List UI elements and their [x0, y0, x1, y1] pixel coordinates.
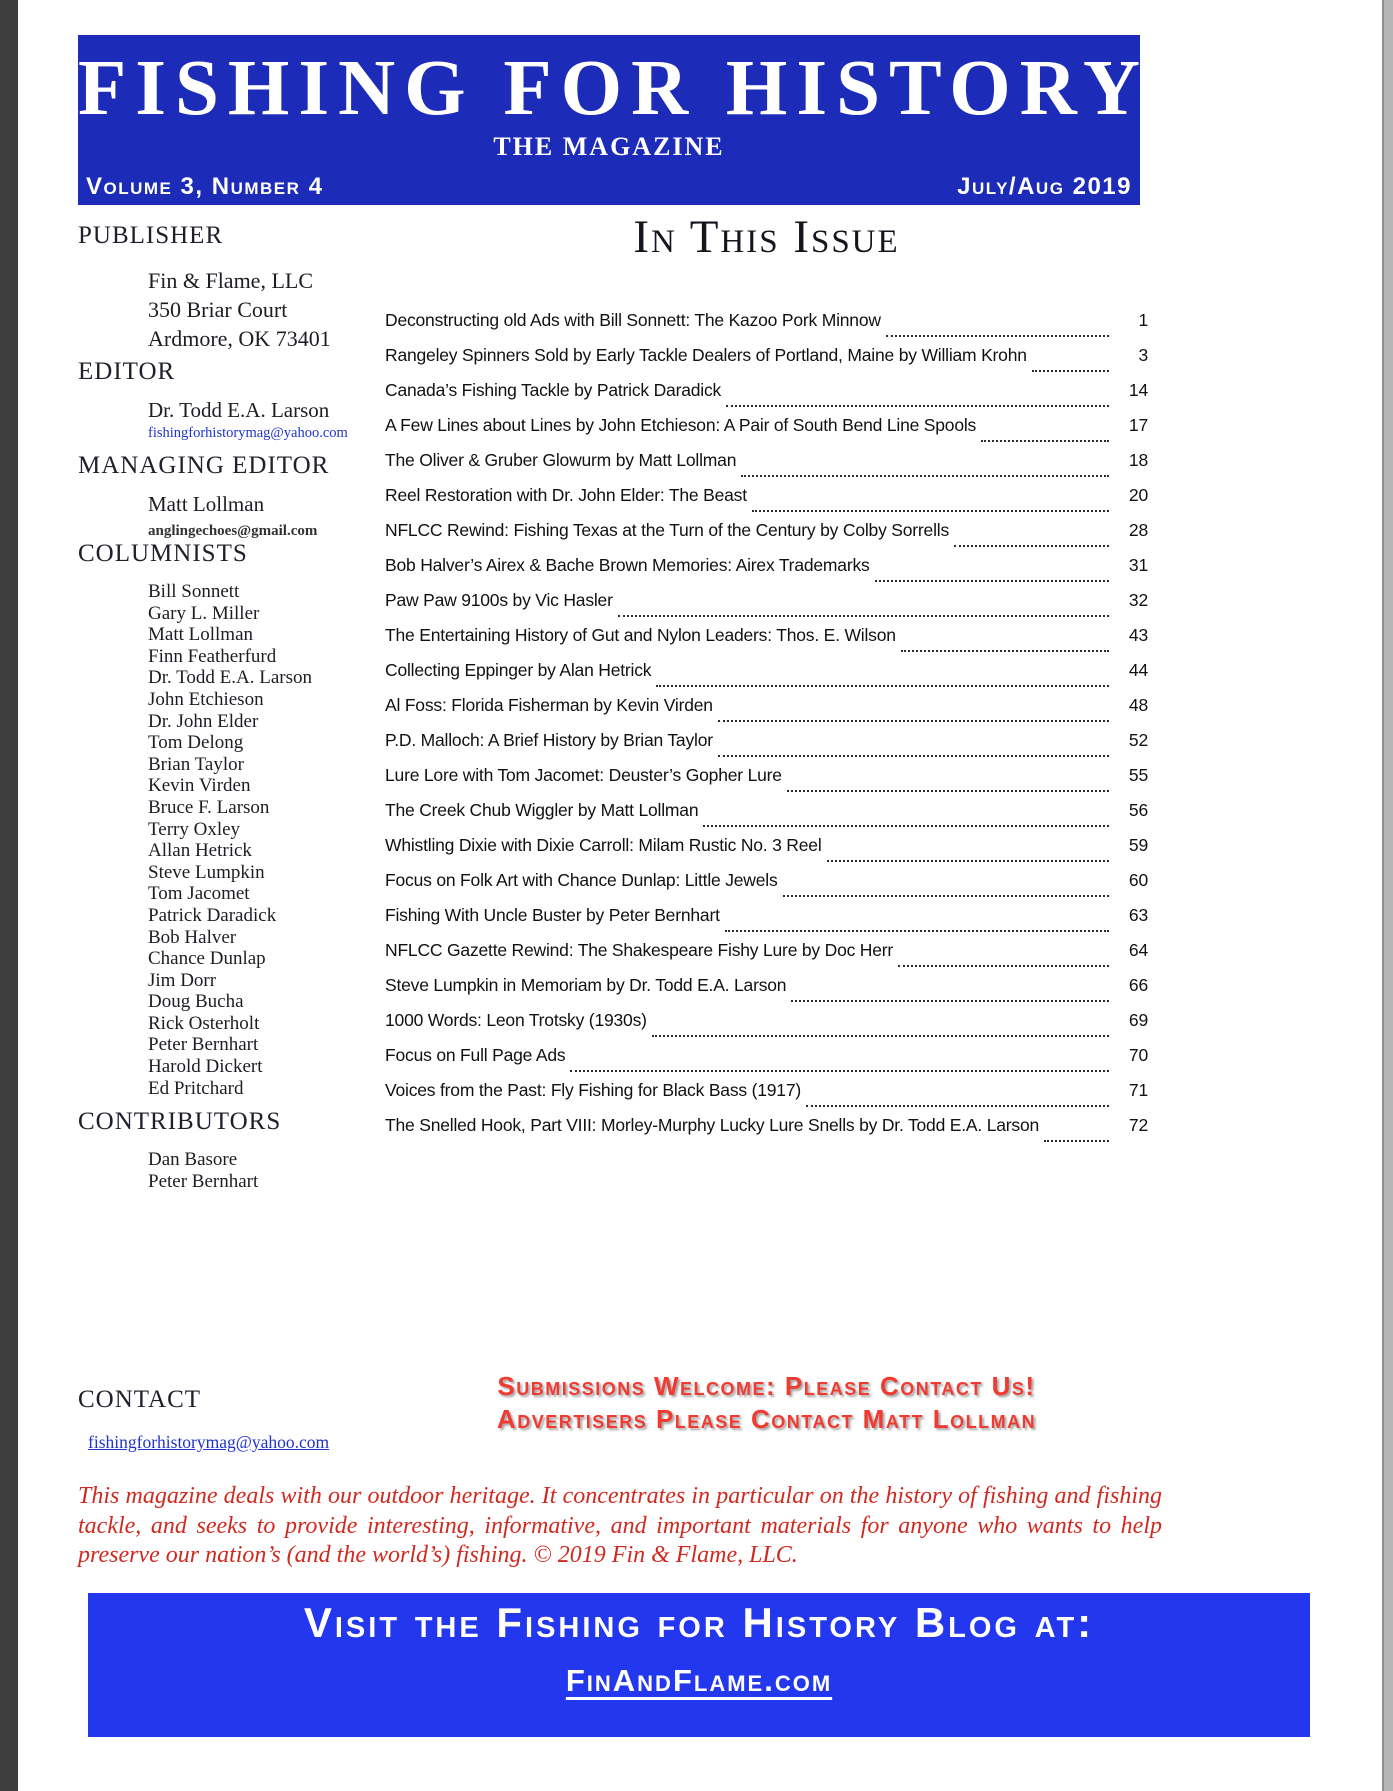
editor-email-link[interactable]: fishingforhistorymag@yahoo.com	[148, 425, 348, 441]
toc-entry-title: Focus on Folk Art with Chance Dunlap: Little Jewels	[385, 870, 778, 890]
toc-entry-title: Deconstructing old Ads with Bill Sonnett: The Kazoo Pork Minnow	[385, 310, 881, 330]
toc-entry	[385, 1010, 1148, 1045]
toc-entry	[385, 730, 1148, 765]
columnist-name: Bob Halver	[148, 926, 237, 948]
toc-entry-page: 59	[1128, 835, 1148, 855]
toc-entry-page: 44	[1128, 660, 1148, 680]
toc-entry	[385, 310, 1148, 345]
volume-label: Volume 3, Number 4	[86, 173, 324, 200]
toc-entry-page: 71	[1128, 1080, 1148, 1100]
toc-entry	[385, 415, 1148, 450]
toc-entry	[385, 345, 1148, 380]
contact-section	[78, 1386, 383, 1453]
toc-entry	[385, 695, 1148, 730]
toc-entry-title: Al Foss: Florida Fisherman by Kevin Virden	[385, 695, 713, 715]
columnist-name: Bruce F. Larson	[148, 796, 270, 818]
toc-entry-title: Rangeley Spinners Sold by Early Tackle Dealers of Portland, Maine by William Krohn	[385, 345, 1027, 365]
contact-heading: CONTACT	[78, 1386, 202, 1413]
columnist-name: Steve Lumpkin	[148, 861, 265, 883]
toc-entry	[385, 835, 1148, 870]
toc-entry-title: Paw Paw 9100s by Vic Hasler	[385, 590, 613, 610]
columnist-name: Finn Featherfurd	[148, 645, 277, 667]
contributors-section	[78, 1108, 383, 1192]
toc-list	[385, 310, 1148, 1150]
columnist-name: Rick Osterholt	[148, 1012, 260, 1034]
toc-entry-title: Canada’s Fishing Tackle by Patrick Daradick	[385, 380, 722, 400]
publisher-section	[78, 222, 383, 353]
toc-entry-page: 55	[1128, 765, 1148, 785]
viewer-edge-left	[0, 0, 18, 1791]
publisher-address	[148, 266, 383, 353]
volume-date-row	[86, 173, 1132, 201]
submissions-line1: Submissions Welcome: Please Contact Us!	[497, 1371, 1036, 1401]
managing-editor-email: anglingechoes@gmail.com	[148, 523, 318, 539]
managing-editor-section	[78, 452, 383, 540]
magazine-title: FISHING FOR HISTORY	[78, 45, 1150, 132]
contributors-list	[148, 1149, 383, 1192]
columnist-name: Peter Bernhart	[148, 1034, 259, 1056]
dot-leader	[898, 965, 1109, 967]
viewer-edge-right	[1382, 0, 1393, 1791]
columnists-heading: COLUMNISTS	[78, 540, 248, 567]
dot-leader	[954, 545, 1109, 547]
dot-leader	[718, 755, 1109, 757]
toc-entry-page: 52	[1128, 730, 1148, 750]
toc-entry-page: 72	[1128, 1115, 1148, 1135]
columnist-name: Doug Bucha	[148, 991, 244, 1013]
toc-entry-title: The Snelled Hook, Part VIII: Morley-Murphy Lucky Lure Snells by Dr. Todd E.A. Larson	[385, 1115, 1040, 1135]
dot-leader	[875, 580, 1109, 582]
toc-entry-title: Fishing With Uncle Buster by Peter Bernhart	[385, 905, 720, 925]
magazine-subtitle: THE MAGAZINE	[493, 132, 725, 161]
columnist-name: Matt Lollman	[148, 624, 254, 646]
dot-leader	[901, 650, 1109, 652]
toc-entry-title: The Oliver & Gruber Glowurm by Matt Lollman	[385, 450, 737, 470]
toc-entry	[385, 625, 1148, 660]
columnist-name: Gary L. Miller	[148, 602, 260, 624]
toc-entry	[385, 765, 1148, 800]
columnists-list	[148, 581, 383, 1099]
columnist-name: Bill Sonnett	[148, 581, 240, 602]
editor-section	[78, 358, 383, 442]
managing-editor-heading: MANAGING EDITOR	[78, 452, 330, 479]
toc-entry-title: Reel Restoration with Dr. John Elder: The Beast	[385, 485, 747, 505]
toc-entry	[385, 800, 1148, 835]
toc-entry-page: 32	[1128, 590, 1148, 610]
contact-email-link[interactable]: fishingforhistorymag@yahoo.com	[88, 1432, 330, 1452]
publisher-line: Fin & Flame, LLC	[148, 268, 313, 293]
dot-leader	[1032, 370, 1109, 372]
dot-leader	[652, 1035, 1109, 1037]
columnist-name: Dr. John Elder	[148, 710, 259, 732]
toc-entry-title: Focus on Full Page Ads	[385, 1045, 566, 1065]
toc-entry-title: P.D. Malloch: A Brief History by Brian Taylor	[385, 730, 713, 750]
toc-entry-page: 56	[1128, 800, 1148, 820]
columnist-name: Harold Dickert	[148, 1056, 263, 1078]
dot-leader	[656, 685, 1109, 687]
toc-entry	[385, 590, 1148, 625]
blog-visit-text: Visit the Fishing for History Blog at:	[303, 1599, 1095, 1646]
toc-entry	[385, 870, 1148, 905]
dot-leader	[806, 1105, 1109, 1107]
columnist-name: Terry Oxley	[148, 818, 241, 840]
toc-entry-title: The Creek Chub Wiggler by Matt Lollman	[385, 800, 699, 820]
columnist-name: Tom Jacomet	[148, 883, 250, 905]
toc-heading: In This Issue	[633, 211, 900, 263]
publisher-line: Ardmore, OK 73401	[148, 326, 331, 351]
columnist-name: Jim Dorr	[148, 969, 217, 991]
toc-entry-title: Lure Lore with Tom Jacomet: Deuster’s Gopher Lure	[385, 765, 782, 785]
dot-leader	[570, 1070, 1109, 1072]
dot-leader	[718, 720, 1109, 722]
dot-leader	[1044, 1140, 1109, 1142]
columnist-name: Dr. Todd E.A. Larson	[148, 667, 313, 689]
toc-entry-page: 70	[1128, 1045, 1148, 1065]
masthead-banner	[78, 35, 1150, 205]
footer-banner	[88, 1593, 1310, 1737]
contributor-name: Dan Basore	[148, 1149, 238, 1170]
toc-entry-page: 28	[1128, 520, 1148, 540]
dot-leader	[981, 440, 1109, 442]
editor-heading: EDITOR	[78, 358, 176, 385]
dot-leader	[703, 825, 1109, 827]
toc-entry-title: Bob Halver’s Airex & Bache Brown Memories: Airex Trademarks	[385, 555, 870, 575]
columnist-name: Chance Dunlap	[148, 948, 266, 970]
columnist-name: John Etchieson	[148, 688, 264, 710]
toc-entry	[385, 520, 1148, 555]
dot-leader	[618, 615, 1109, 617]
dot-leader	[787, 790, 1109, 792]
toc-entry-page: 17	[1128, 415, 1148, 435]
toc-entry-page: 69	[1128, 1010, 1148, 1030]
toc-entry	[385, 485, 1148, 520]
publisher-heading: PUBLISHER	[78, 222, 224, 249]
contributor-name: Peter Bernhart	[148, 1170, 259, 1192]
toc-entry-title: NFLCC Rewind: Fishing Texas at the Turn of the Century by Colby Sorrells	[385, 520, 949, 540]
toc-entry-page: 20	[1128, 485, 1148, 505]
toc-entry-title: Collecting Eppinger by Alan Hetrick	[385, 660, 652, 680]
submissions-notice	[385, 1370, 1148, 1436]
dot-leader	[791, 1000, 1109, 1002]
columnist-name: Patrick Daradick	[148, 904, 277, 926]
toc-entry-page: 43	[1128, 625, 1148, 645]
toc-entry-page: 3	[1138, 345, 1148, 365]
dot-leader	[726, 405, 1109, 407]
toc-entry-page: 18	[1128, 450, 1148, 470]
managing-editor-name: Matt Lollman	[148, 492, 265, 516]
columnist-name: Kevin Virden	[148, 775, 251, 797]
toc-entry	[385, 905, 1148, 940]
toc-entry-page: 14	[1128, 380, 1148, 400]
dot-leader	[725, 930, 1109, 932]
toc-entry	[385, 940, 1148, 975]
columnist-name: Tom Delong	[148, 732, 244, 754]
toc-entry	[385, 975, 1148, 1010]
toc-entry	[385, 450, 1148, 485]
toc-entry-page: 66	[1128, 975, 1148, 995]
dot-leader	[741, 475, 1109, 477]
toc-entry	[385, 380, 1148, 415]
toc-entry	[385, 1080, 1148, 1115]
contributors-heading: CONTRIBUTORS	[78, 1108, 282, 1135]
columnist-name: Ed Pritchard	[148, 1077, 244, 1099]
toc-entry-title: Whistling Dixie with Dixie Carroll: Milam Rustic No. 3 Reel	[385, 835, 822, 855]
toc-section	[385, 210, 1148, 1150]
dot-leader	[827, 860, 1109, 862]
toc-entry	[385, 1045, 1148, 1080]
toc-entry-page: 64	[1128, 940, 1148, 960]
dot-leader	[783, 895, 1110, 897]
toc-entry-title: A Few Lines about Lines by John Etchieson: A Pair of South Bend Line Spools	[385, 415, 977, 435]
toc-entry-title: The Entertaining History of Gut and Nylon Leaders: Thos. E. Wilson	[385, 625, 896, 645]
submissions-line2: Advertisers Please Contact Matt Lollman	[496, 1404, 1037, 1434]
toc-entry-page: 63	[1128, 905, 1148, 925]
toc-entry	[385, 1115, 1148, 1150]
toc-entry-page: 1	[1138, 310, 1148, 330]
magazine-description: This magazine deals with our outdoor heritage. It concentrates in particular on the history of fishing and fishing tackle, and seeks to provide interesting, informative, and important materials for anyone who wants to help preserve our nation’s (and the world’s) fishing. © 2019 Fin & Flame, LLC.	[78, 1483, 1162, 1568]
toc-entry	[385, 660, 1148, 695]
toc-entry-page: 31	[1128, 555, 1148, 575]
blog-url-link[interactable]: FinAndFlame.com	[565, 1663, 833, 1698]
issue-date: July/Aug 2019	[957, 173, 1132, 200]
toc-entry-title: NFLCC Gazette Rewind: The Shakespeare Fishy Lure by Doc Herr	[385, 940, 894, 960]
columnist-name: Allan Hetrick	[148, 840, 252, 862]
dot-leader	[886, 335, 1109, 337]
toc-entry	[385, 555, 1148, 590]
toc-entry-page: 48	[1128, 695, 1148, 715]
toc-entry-page: 60	[1128, 870, 1148, 890]
columnist-name: Brian Taylor	[148, 753, 244, 775]
dot-leader	[752, 510, 1109, 512]
toc-entry-title: 1000 Words: Leon Trotsky (1930s)	[385, 1010, 647, 1030]
publisher-line: 350 Briar Court	[148, 297, 288, 322]
toc-entry-title: Voices from the Past: Fly Fishing for Black Bass (1917)	[385, 1080, 801, 1100]
editor-name: Dr. Todd E.A. Larson	[148, 398, 330, 422]
toc-entry-title: Steve Lumpkin in Memoriam by Dr. Todd E.A. Larson	[385, 975, 787, 995]
columnists-section	[78, 540, 383, 1099]
